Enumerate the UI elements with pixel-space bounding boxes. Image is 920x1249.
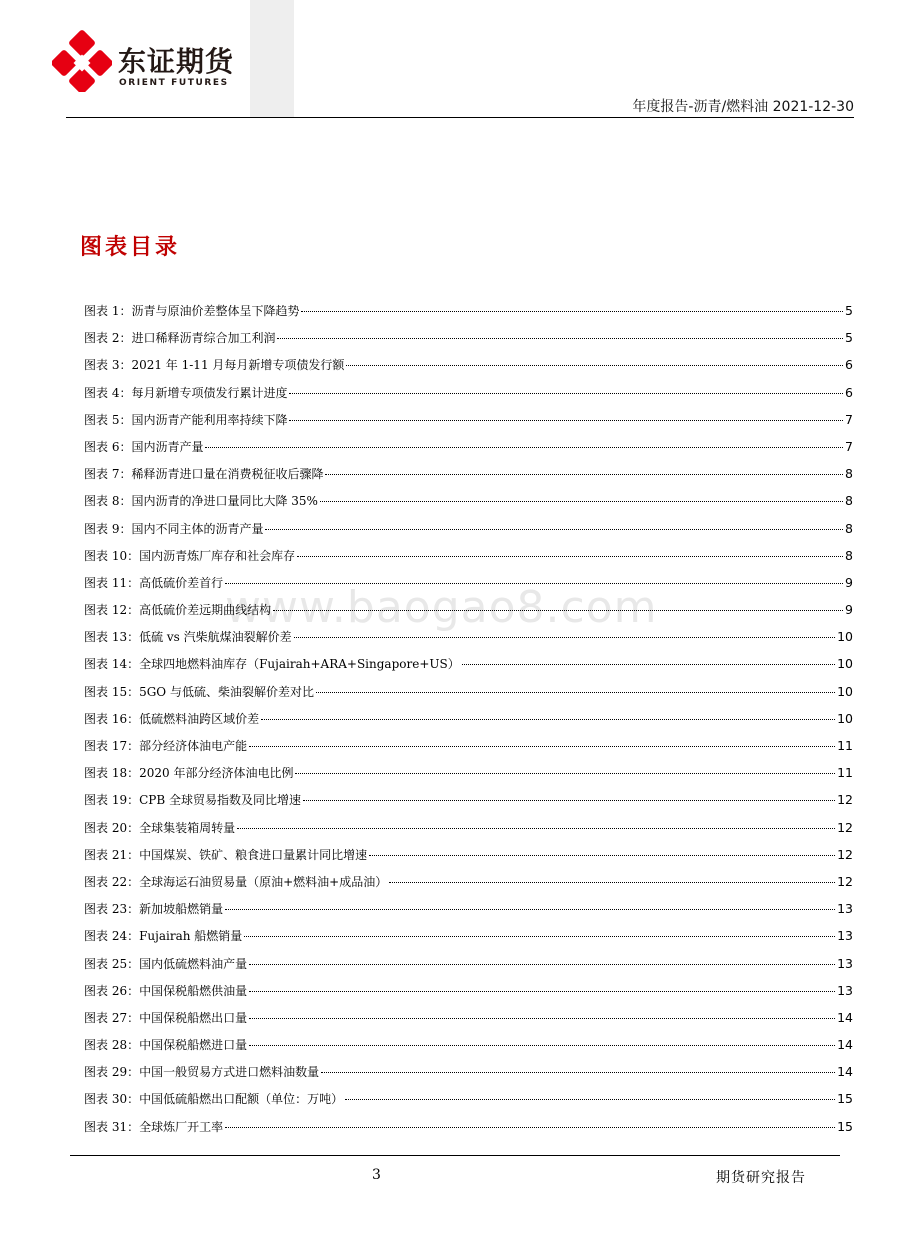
toc-entry[interactable] [84, 817, 853, 844]
toc-entry-label: 图表 11：高低硫价差首行 [84, 575, 224, 590]
toc-entry-label: 图表 21：中国煤炭、铁矿、粮食进口量累计同比增速 [84, 847, 368, 862]
toc-entry-page: 8 [845, 493, 853, 509]
toc-entry[interactable] [84, 463, 853, 490]
toc-dot-leader [346, 365, 843, 366]
toc-entry-label: 图表 5：国内沥青产能利用率持续下降 [84, 412, 288, 427]
toc-entry-label: 图表 6：国内沥青产量 [84, 439, 204, 454]
toc-entry[interactable] [84, 681, 853, 708]
toc-entry-label: 图表 27：中国保税船燃出口量 [84, 1010, 248, 1025]
toc-dot-leader [225, 583, 843, 584]
toc-entry-label: 图表 15：5GO 与低硫、柴油裂解价差对比 [84, 684, 314, 699]
toc-dot-leader [320, 501, 843, 502]
toc-entry[interactable] [84, 1116, 853, 1143]
toc-dot-leader [369, 855, 835, 856]
toc-entry-label: 图表 18：2020 年部分经济体油电比例 [84, 766, 294, 781]
toc-entry[interactable] [84, 789, 853, 816]
toc-entry[interactable] [84, 898, 853, 925]
toc-entry-label: 图表 26：中国保税船燃供油量 [84, 983, 248, 998]
toc-entry-page: 13 [837, 928, 853, 944]
toc-entry[interactable] [84, 762, 853, 789]
toc-entry-page: 14 [837, 1064, 853, 1080]
toc-entry[interactable] [84, 382, 853, 409]
toc-dot-leader [297, 556, 843, 557]
toc-entry-label: 图表 16：低硫燃料油跨区域价差 [84, 711, 260, 726]
toc-entry-page: 14 [837, 1037, 853, 1053]
toc-entry-label: 图表 3：2021 年 1-11 月每月新增专项债发行额 [84, 358, 345, 373]
toc-entry[interactable] [84, 925, 853, 952]
toc-entry-label: 图表 19：CPB 全球贸易指数及同比增速 [84, 793, 301, 808]
toc-entry-page: 6 [845, 357, 853, 373]
toc-dot-leader [277, 338, 843, 339]
toc-dot-leader [205, 447, 843, 448]
watermark: www.baogao8.com [225, 582, 658, 633]
toc-entry-label: 图表 30：中国低硫船燃出口配额（单位：万吨） [84, 1092, 344, 1107]
toc-entry-page: 5 [845, 330, 853, 346]
toc-dot-leader [225, 1127, 835, 1128]
toc-entry-label: 图表 7：稀释沥青进口量在消费税征收后骤降 [84, 467, 324, 482]
toc-dot-leader [249, 1018, 835, 1019]
toc-dot-leader [321, 1072, 835, 1073]
toc-entry-page: 6 [845, 384, 853, 400]
toc-entry-label: 图表 8：国内沥青的净进口量同比大降 35% [84, 494, 318, 509]
toc-dot-leader [303, 800, 835, 801]
toc-entry-page: 10 [837, 683, 853, 699]
page-title: 图表目录 [80, 234, 181, 260]
toc-entry-label: 图表 1：沥青与原油价差整体呈下降趋势 [84, 304, 300, 318]
toc-entry-label: 图表 10：国内沥青炼厂库存和社会库存 [84, 548, 296, 563]
toc-entry-page: 8 [845, 466, 853, 482]
toc-entry-page: 9 [845, 574, 853, 590]
toc-entry-label: 图表 20：全球集装箱周转量 [84, 820, 236, 835]
toc-entry-label: 图表 2：进口稀释沥青综合加工利润 [84, 331, 276, 346]
toc-dot-leader [249, 746, 835, 747]
toc-entry-label: 图表 31：全球炼厂开工率 [84, 1119, 224, 1134]
table-of-figures [84, 300, 853, 1143]
toc-dot-leader [289, 420, 843, 421]
toc-dot-leader [249, 991, 835, 992]
toc-dot-leader [237, 828, 835, 829]
toc-entry-page: 7 [845, 411, 853, 427]
toc-entry-page: 13 [837, 955, 853, 971]
toc-entry-page: 11 [837, 765, 853, 781]
toc-entry-page: 15 [837, 1091, 853, 1107]
toc-entry-page: 11 [837, 738, 853, 753]
orient-futures-logo [52, 30, 252, 100]
toc-entry-label: 图表 12：高低硫价差远期曲线结构 [84, 603, 272, 618]
toc-entry-page: 7 [845, 438, 853, 454]
toc-entry-label: 图表 17：部分经济体油电产能 [84, 739, 248, 753]
toc-entry-page: 12 [837, 873, 853, 889]
toc-entry[interactable] [84, 599, 853, 626]
toc-entry-page: 14 [837, 1009, 853, 1025]
toc-entry[interactable] [84, 844, 853, 871]
toc-entry[interactable] [84, 953, 853, 980]
footer-label: 期货研究报告 [716, 1170, 806, 1186]
toc-dot-leader [389, 882, 835, 883]
toc-dot-leader [289, 393, 843, 394]
toc-entry-label: 图表 28：中国保税船燃进口量 [84, 1038, 248, 1053]
toc-entry-page: 13 [837, 901, 853, 917]
toc-entry-page: 8 [845, 520, 853, 536]
toc-entry[interactable] [84, 1034, 853, 1061]
toc-entry[interactable] [84, 572, 853, 599]
toc-dot-leader [345, 1099, 835, 1100]
toc-entry[interactable] [84, 871, 853, 898]
toc-dot-leader [261, 719, 835, 720]
toc-entry[interactable] [84, 1007, 853, 1034]
toc-entry-label: 图表 29：中国一般贸易方式进口燃料油数量 [84, 1065, 320, 1080]
toc-entry[interactable] [84, 653, 853, 680]
toc-entry-label: 图表 24：Fujairah 船燃销量 [84, 929, 243, 944]
report-info: 年度报告-沥青/燃料油 2021-12-30 [632, 99, 854, 115]
toc-entry-label: 图表 9：国内不同主体的沥青产量 [84, 521, 264, 536]
toc-dot-leader [294, 637, 835, 638]
toc-dot-leader [295, 773, 835, 774]
toc-entry-page: 5 [845, 303, 853, 318]
toc-entry-page: 12 [837, 819, 853, 835]
toc-entry[interactable] [84, 490, 853, 517]
header-gray-band [250, 0, 294, 117]
footer-divider [70, 1155, 840, 1156]
toc-entry-page: 10 [837, 656, 853, 672]
toc-entry[interactable] [84, 300, 853, 327]
logo-chinese-text: 东证期货 [118, 45, 235, 78]
toc-dot-leader [249, 1045, 835, 1046]
toc-entry-label: 图表 13：低硫 vs 汽柴航煤油裂解价差 [84, 630, 292, 645]
toc-entry-label: 图表 4：每月新增专项债发行累计进度 [84, 385, 288, 400]
toc-dot-leader [462, 664, 835, 665]
toc-entry[interactable] [84, 518, 853, 545]
toc-entry-label: 图表 23：新加坡船燃销量 [84, 902, 224, 917]
toc-dot-leader [273, 610, 843, 611]
page-number: 3 [372, 1167, 381, 1183]
toc-entry[interactable] [84, 980, 853, 1007]
toc-entry-page: 10 [837, 629, 853, 645]
toc-entry[interactable] [84, 409, 853, 436]
toc-entry-label: 图表 25：国内低硫燃料油产量 [84, 956, 248, 971]
toc-entry-page: 12 [837, 846, 853, 862]
header-divider [66, 117, 854, 118]
toc-entry[interactable] [84, 708, 853, 735]
toc-entry[interactable] [84, 626, 853, 653]
toc-entry[interactable] [84, 545, 853, 572]
toc-entry[interactable] [84, 436, 853, 463]
toc-dot-leader [301, 311, 843, 312]
toc-entry[interactable] [84, 327, 853, 354]
toc-dot-leader [325, 474, 843, 475]
toc-entry-label: 图表 14：全球四地燃料油库存（Fujairah+ARA+Singapore+US） [84, 657, 460, 672]
toc-entry-page: 13 [837, 982, 853, 998]
toc-dot-leader [249, 964, 835, 965]
toc-entry[interactable] [84, 1088, 853, 1115]
toc-entry-page: 9 [845, 602, 853, 618]
toc-entry[interactable] [84, 735, 853, 762]
toc-dot-leader [265, 529, 843, 530]
toc-entry-label: 图表 22：全球海运石油贸易量（原油+燃料油+成品油） [84, 874, 388, 889]
toc-dot-leader [316, 692, 835, 693]
toc-dot-leader [225, 909, 835, 910]
logo-mark-icon [52, 30, 112, 92]
toc-dot-leader [244, 936, 835, 937]
toc-entry-page: 10 [837, 710, 853, 726]
toc-entry-page: 8 [845, 547, 853, 563]
toc-entry-page: 12 [837, 792, 853, 808]
toc-entry[interactable] [84, 354, 853, 381]
toc-entry[interactable] [84, 1061, 853, 1088]
logo-english-text: ORIENT FUTURES [119, 78, 229, 88]
toc-entry-page: 15 [837, 1118, 853, 1134]
